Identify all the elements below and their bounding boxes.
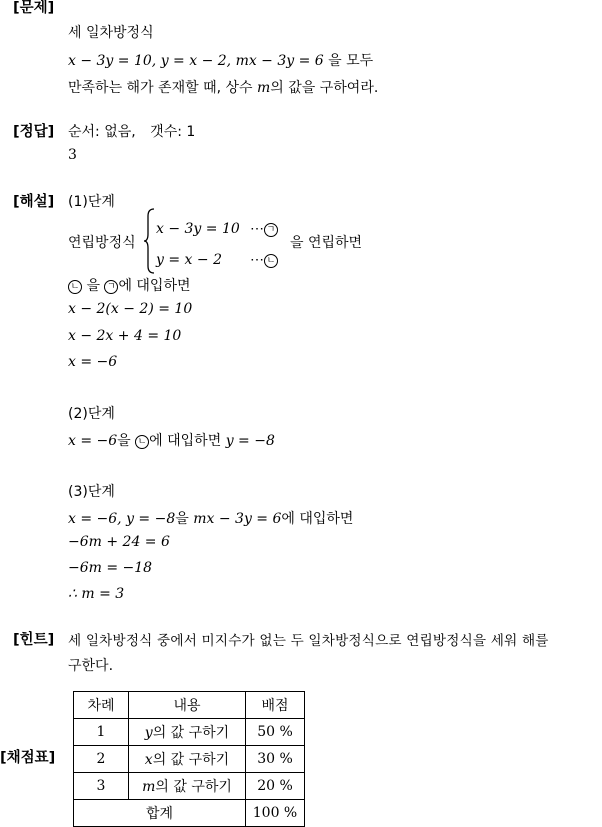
row-content-text: 의 값 구하기 [152,752,230,768]
problem-label: [문제] [13,0,55,16]
table-header-row [74,692,305,719]
step3-title: (3)단계 [68,484,115,500]
step2-a: x = −6 [68,433,118,449]
step3-c: mx − 3y = 6 [193,511,282,527]
problem-line3-var: m [257,80,271,96]
total-label: 합계 [74,800,246,827]
problem-line3-a: 만족하는 해가 존재할 때, 상수 [68,80,253,96]
scoring-table [73,691,305,827]
row-order: 2 [74,746,129,773]
hint-label: [힌트] [13,632,55,648]
header-order: 차례 [74,692,129,719]
system-eq2: y = x − 2 [156,252,222,268]
row-var: x [144,752,153,768]
row-content [129,773,246,800]
system-label: 연립방정식 [68,235,136,251]
step3-calc1: −6m + 24 = 6 [68,534,170,550]
answer-label: [정답] [13,124,55,140]
calc1: x − 2(x − 2) = 10 [68,301,193,317]
row-points: 20 % [246,773,305,800]
row-content [129,719,246,746]
step3-a: x = −6, y = −8 [68,511,176,527]
circle-nieun-icon: ㄴ [135,435,149,449]
system-eq1: x − 3y = 10 [156,221,240,237]
subst-text-b: 에 대입하면 [118,278,191,294]
table-row [74,719,305,746]
subst-text-a: 을 [86,278,100,294]
row-content-text: 의 값 구하기 [152,725,230,741]
step3-calc2: −6m = −18 [68,560,153,576]
system-eq1-dots: ⋯ [250,221,264,237]
table-row [74,746,305,773]
answer-order: 순서: 없음, [68,124,136,140]
problem-line1: 세 일차방정식 [68,25,154,41]
circle-nieun-icon: ㄴ [264,254,278,268]
problem-line2 [68,50,373,70]
circle-giyeok-icon: ㄱ [264,223,278,237]
row-var: m [142,779,156,795]
calc2: x − 2x + 4 = 10 [68,328,182,344]
table-total-row [74,800,305,827]
system-eq2-tag [250,252,278,268]
problem-line3-b: 의 값을 구하여라. [270,80,379,96]
answer-count: 갯수: 1 [150,124,196,140]
answer-meta [68,121,195,141]
system-brace [143,208,155,274]
system-eq1-tag [250,221,278,237]
hint-line2: 구한다. [68,658,114,674]
row-content [129,746,246,773]
step2-b: 을 [117,433,131,449]
table-row [74,773,305,800]
total-points: 100 % [246,800,305,827]
system-eq2-dots: ⋯ [250,252,264,268]
calc3: x = −6 [68,354,118,370]
row-points: 50 % [246,719,305,746]
step2-d: y = −8 [225,433,275,449]
problem-equations: x − 3y = 10, y = x − 2, mx − 3y = 6 [68,53,324,69]
problem-line2-suffix: 을 모두 [328,53,374,69]
hint-line1: 세 일차방정식 중에서 미지수가 없는 두 일차방정식으로 연립방정식을 세워 해를 [68,633,549,649]
scoring-label: [채점표] [0,750,56,766]
step3-calc3: ∴ m = 3 [68,586,125,602]
circle-nieun-icon: ㄴ [68,280,82,294]
step3-line [68,508,353,528]
system-suffix: 을 연립하면 [290,235,363,251]
row-content-text: 의 값 구하기 [155,779,232,795]
answer-value: 3 [68,147,77,163]
row-order: 3 [74,773,129,800]
row-order: 1 [74,719,129,746]
substitution-line [68,275,191,295]
row-var: y [144,725,153,741]
circle-giyeok-icon: ㄱ [104,280,118,294]
step1-title: (1)단계 [68,194,115,210]
step2-title: (2)단계 [68,406,115,422]
step2-line [68,430,275,450]
solution-label: [해설] [13,194,55,210]
row-points: 30 % [246,746,305,773]
header-content: 내용 [129,692,246,719]
header-points: 배점 [246,692,305,719]
problem-line3 [68,77,378,97]
step2-c: 에 대입하면 [149,433,222,449]
step3-d: 에 대입하면 [281,511,354,527]
step3-b: 을 [175,511,189,527]
